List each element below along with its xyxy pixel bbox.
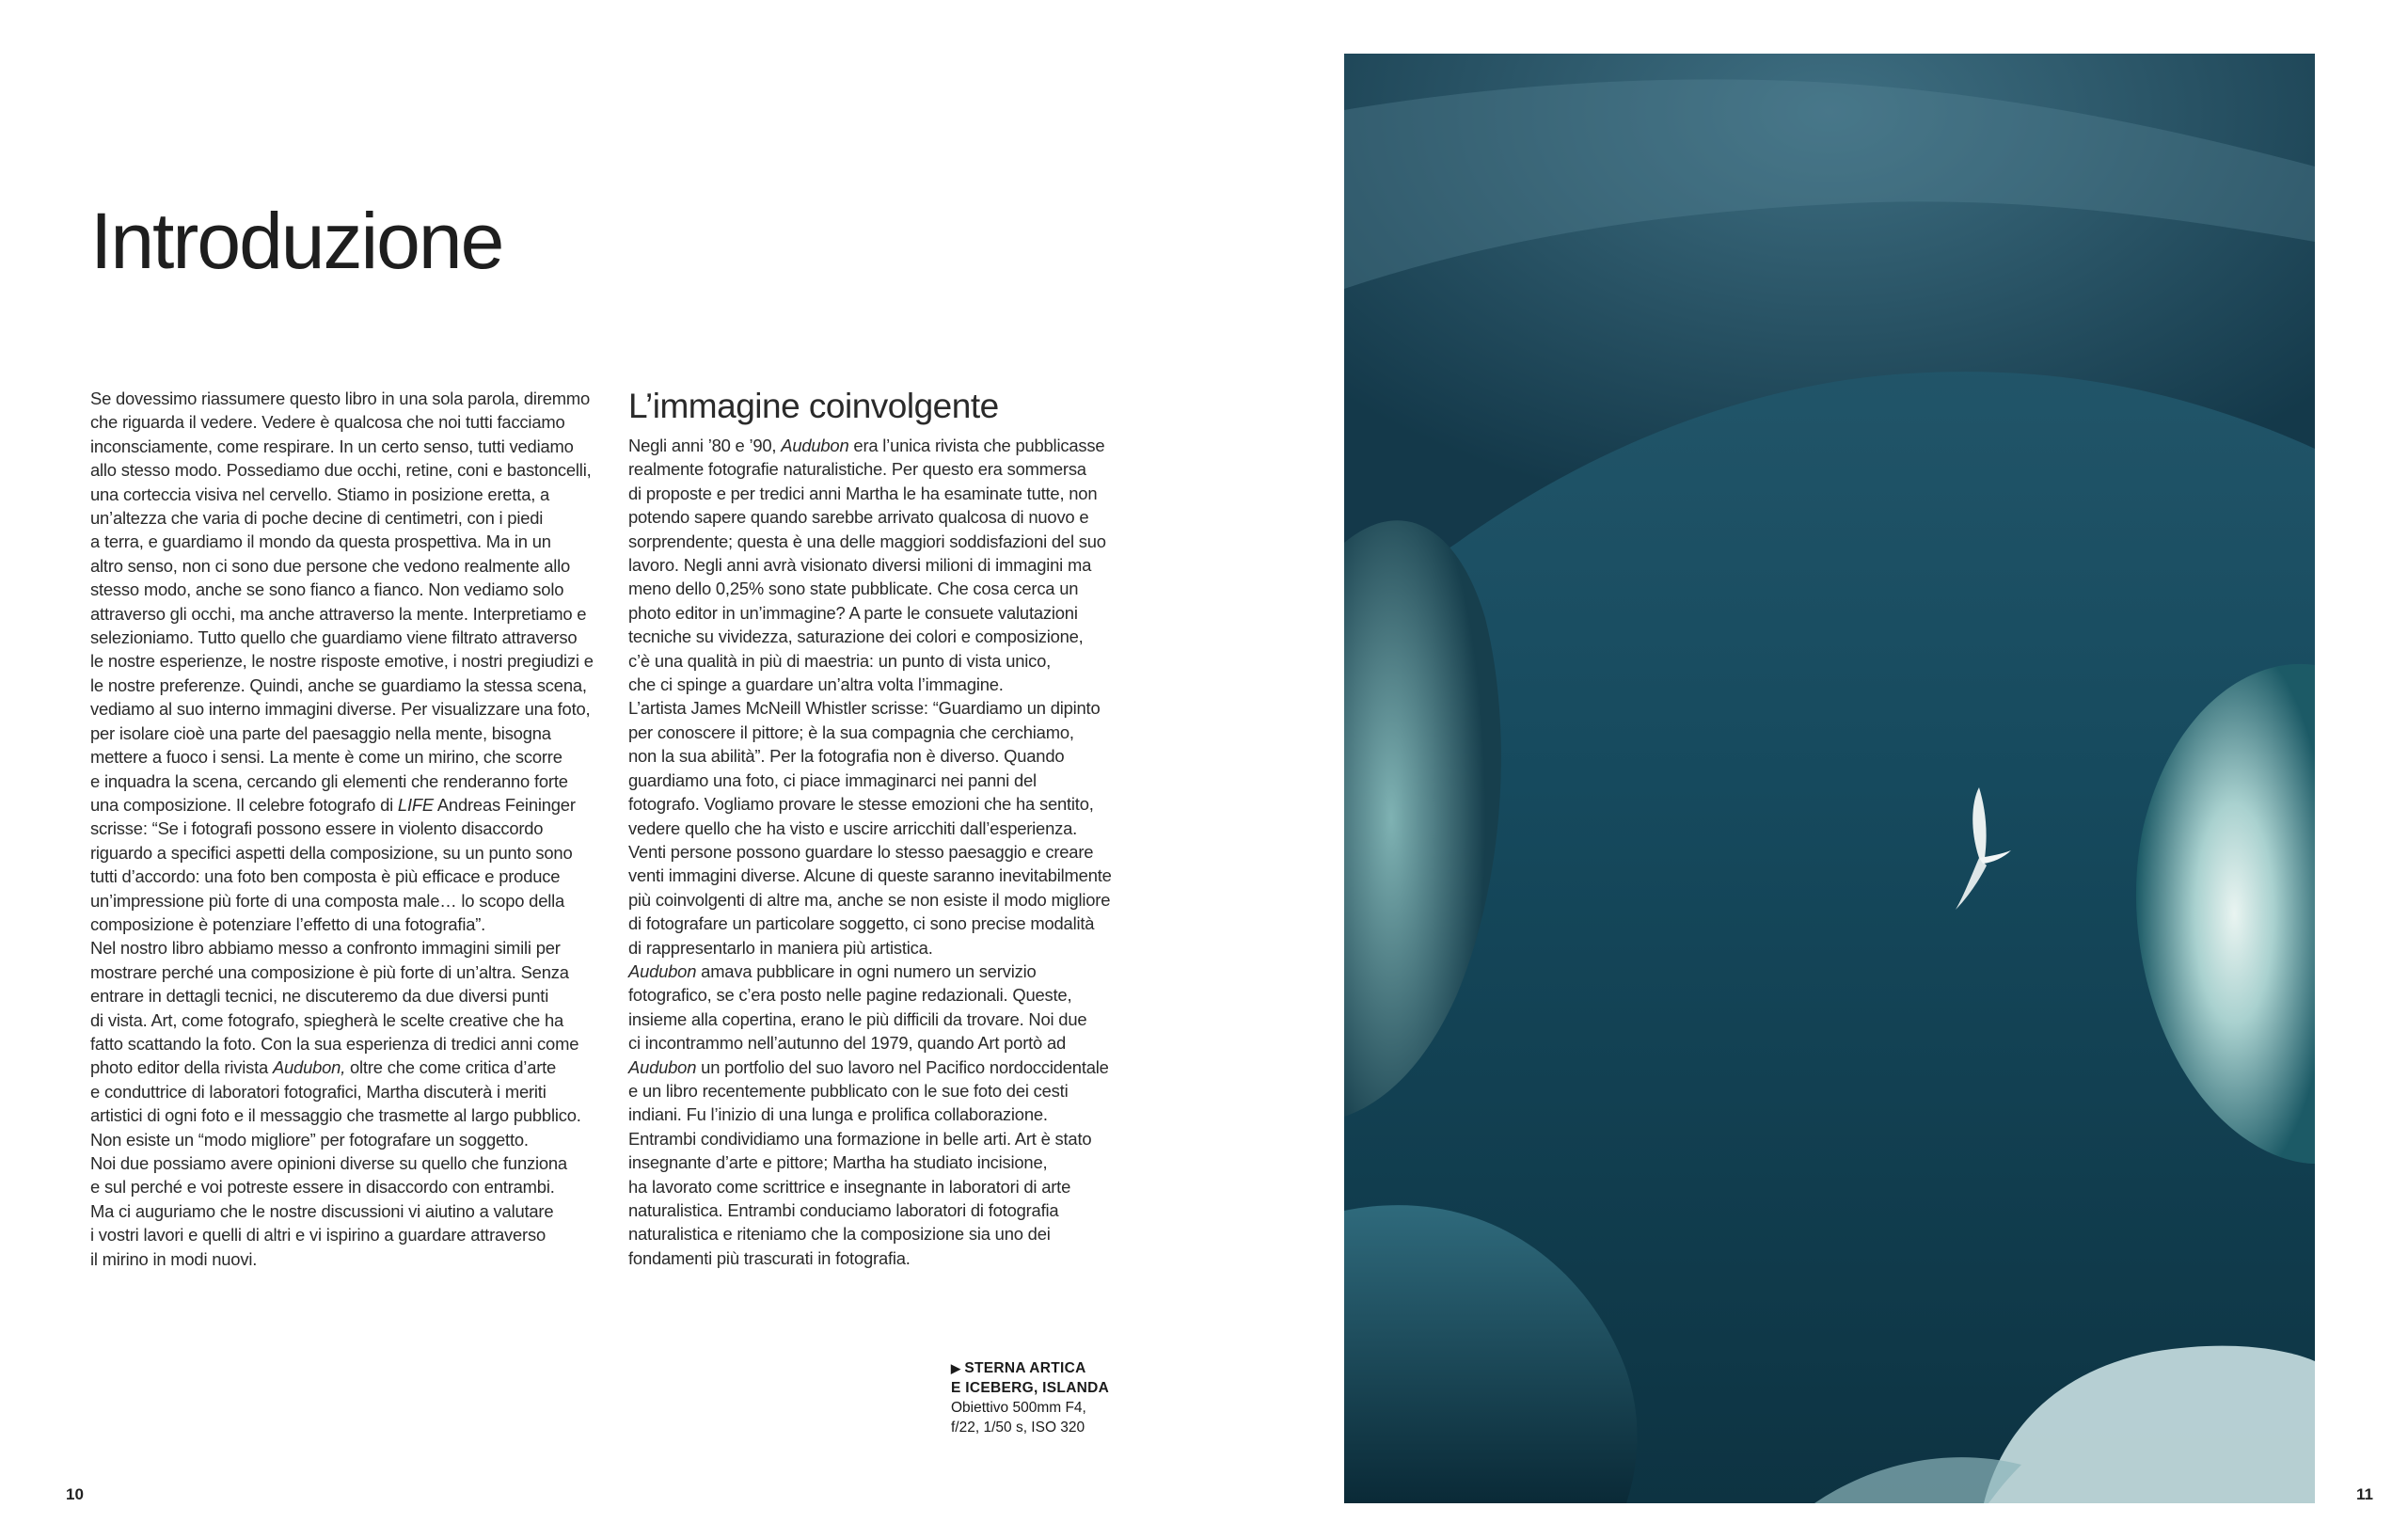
left_column-text-line: mettere a fuoco i sensi. La mente è come un mirino, che scorre [90,747,562,768]
caption-title-line-1: ▶ STERNA ARTICA [951,1360,1086,1376]
right_column-text-line: lavoro. Negli anni avrà visionato diversi milioni di immagini ma [628,555,1092,576]
section-body-column [628,434,1155,1270]
left_column-text-line [90,1055,598,1079]
left_column-text-line: entrare in dettagli tecnici, ne discuteremo da due diversi punti [90,986,549,1007]
right_column-text-line: c’è una qualità in più di maestria: un punto di vista unico, [628,650,1052,671]
left_column-text-line [90,793,598,817]
left_column-text-line: e inquadra la scena, cercando gli elementi che renderanno forte [90,770,568,791]
right_column-text-line: per conoscere il pittore; è la sua compagnia che cerchiamo, [628,722,1074,742]
right_column-text-line: e un libro recentemente pubblicato con le sue foto dei cesti [628,1080,1069,1101]
left_column-text-line: scrisse: “Se i fotografi possono essere in violento disaccordo [90,818,544,839]
caption-title-line-2: E ICEBERG, ISLANDA [951,1380,1110,1396]
caption-detail-line-2: f/22, 1/50 s, ISO 320 [951,1420,1085,1436]
left_column-text-line: Nel nostro libro abbiamo messo a confronto immagini simili per [90,938,561,959]
left_column-text-line: artistici di ogni foto e il messaggio che trasmette al largo pubblico. [90,1105,581,1126]
italic-title: Audubon [628,960,697,981]
left_column-text-line: tutti d’accordo: una foto ben composta è più efficace e produce [90,866,561,887]
italic-title: Audubon, [272,1057,346,1078]
left_column-text-line: che riguarda il vedere. Vedere è qualcosa che noi tutti facciamo [90,412,565,433]
left_column-text-line: i vostri lavori e quelli di altri e vi ispirino a guardare attraverso [90,1225,546,1245]
italic-title: Audubon [628,1056,697,1077]
left_column-text-line: composizione è potenziare l’effetto di una fotografia”. [90,913,486,934]
left_column-text-line: mostrare perché una composizione è più forte di un’altra. Senza [90,961,569,982]
left_column-text-line: stesso modo, anche se sono fianco a fianco. Non vediamo solo [90,579,564,600]
right_column-text-line: di proposte e per tredici anni Martha le ha esaminate tutte, non [628,483,1098,503]
text-segment: oltre che come critica d’arte [345,1057,557,1078]
iceberg-photo-illustration [1344,54,2315,1503]
section-heading: L’immagine coinvolgente [628,387,999,425]
right_column-text-line: Venti persone possono guardare lo stesso paesaggio e creare [628,841,1094,862]
left_column-text-line: Se dovessimo riassumere questo libro in una sola parola, diremmo [90,389,591,408]
text-segment: un portfolio del suo lavoro nel Pacifico nordoccidentale [696,1056,1109,1077]
right_column-text-line: di fotografare un particolare soggetto, ci sono precise modalità [628,913,1095,934]
caption-arrow-icon: ▶ [951,1361,961,1375]
right_column-text-line [628,1055,1155,1079]
right_column-text-line: ci incontrammo nell’autunno del 1979, quando Art portò ad [628,1033,1067,1054]
intro-body-column [90,387,598,1271]
right_column-text-line: indiani. Fu l’inizio di una lunga e prolifica collaborazione. [628,1104,1048,1125]
left_column-text-line: Ma ci auguriamo che le nostre discussioni vi aiutino a valutare [90,1200,554,1221]
left_column-text-line: per isolare cioè una parte del paesaggio nella mente, bisogna [90,722,551,743]
iceberg-photo [1344,54,2315,1503]
left_column-text-line: selezioniamo. Tutto quello che guardiamo viene filtrato attraverso [90,627,578,648]
right_column-text-line: venti immagini diverse. Alcune di queste saranno inevitabilmente [628,865,1112,886]
text-segment: photo editor della rivista [90,1057,273,1078]
right_column-text-line: realmente fotografie naturalistiche. Per questo era sommersa [628,459,1086,480]
right_column-text-line: L’artista James McNeill Whistler scrisse: “Guardiamo un dipinto [628,698,1101,719]
left_column-text-line: Noi due possiamo avere opinioni diverse su quello che funziona [90,1153,567,1173]
text-segment: amava pubblicare in ogni numero un servizio [696,960,1037,981]
photo-caption [951,1358,1158,1437]
left_column-text-line: attraverso gli occhi, ma anche attraverso la mente. Interpretiamo e [90,603,587,624]
right_column-text-line: di rappresentarlo in maniera più artistica. [628,937,933,958]
page-title: Introduzione [90,197,503,285]
left_column-text-line: le nostre esperienze, le nostre risposte emotive, i nostri pregiudizi e [90,651,594,672]
left_column-text-line: altro senso, non ci sono due persone che vedono realmente allo [90,555,571,576]
left_column-text-line: riguardo a specifici aspetti della composizione, su un punto sono [90,842,573,863]
right_column-text-line [628,960,1155,983]
right_column-text-line: naturalistica e riteniamo che la composizione sia uno dei [628,1224,1051,1245]
right_column-text-line: photo editor in un’immagine? A parte le consuete valutazioni [628,602,1078,623]
left_column-text-line: inconsciamente, come respirare. In un certo senso, tutti vediamo [90,436,574,456]
italic-title: Audubon [781,436,849,455]
page-number-right: 11 [2356,1485,2373,1503]
left_column-text-line: vediamo al suo interno immagini diverse. Per visualizzare una foto, [90,699,591,720]
left_column-text-line: le nostre preferenze. Quindi, anche se guardiamo la stessa scena, [90,674,587,695]
right_column-text-line: che ci spinge a guardare un’altra volta l’immagine. [628,674,1004,695]
right_column-text-line: tecniche su vividezza, saturazione dei colori e composizione, [628,627,1084,647]
right_column-text-line: meno dello 0,25% sono state pubblicate. Che cosa cerca un [628,579,1079,599]
right_column-text-line: più coinvolgenti di altre ma, anche se non esiste il modo migliore [628,889,1111,910]
right_column-text-line: Entrambi condividiamo una formazione in belle arti. Art è stato [628,1128,1092,1149]
caption-detail-line-1: Obiettivo 500mm F4, [951,1400,1086,1416]
left_column-text-line: e sul perché e voi potreste essere in disaccordo con entrambi. [90,1177,555,1198]
left_column-text-line: Non esiste un “modo migliore” per fotografare un soggetto. [90,1129,529,1150]
text-segment: Andreas Feininger [433,794,576,815]
right_column-text-line: ha lavorato come scrittrice e insegnante in laboratori di arte [628,1176,1071,1197]
left_column-text-line: il mirino in modi nuovi. [90,1248,258,1269]
right_column-text-line: potendo sapere quando sarebbe arrivato qualcosa di nuovo e [628,507,1089,528]
left_column-text-line: fatto scattando la foto. Con la sua esperienza di tredici anni come [90,1033,579,1054]
left_column-text-line: una corteccia visiva nel cervello. Stiamo in posizione eretta, a [90,484,550,504]
right_column-text-line: naturalistica. Entrambi conduciamo laboratori di fotografia [628,1200,1059,1220]
left_column-text-line: e conduttrice di laboratori fotografici, Martha discuterà i meriti [90,1081,547,1102]
italic-title: LIFE [397,794,434,815]
right_column-text-line: fotografo. Vogliamo provare le stesse emozioni che ha sentito, [628,794,1094,815]
text-segment: Negli anni ’80 e ’90, [628,436,782,455]
left_column-text-line: di vista. Art, come fotografo, spiegherà le scelte creative che ha [90,1009,564,1030]
right_column-text-line [628,434,1155,457]
left_column-text-line: un’impressione più forte di una composta male… lo scopo della [90,890,565,911]
text-segment: una composizione. Il celebre fotografo di [90,794,398,815]
left_column-text-line: a terra, e guardiamo il mondo da questa prospettiva. Ma in un [90,532,551,552]
right_column-text-line: guardiamo una foto, ci piace immaginarci nei panni del [628,770,1037,790]
page-number-left: 10 [66,1485,84,1503]
right_column-text-line: non la sua abilità”. Per la fotografia non è diverso. Quando [628,746,1065,767]
right_column-text-line: insegnante d’arte e pittore; Martha ha studiato incisione, [628,1152,1048,1173]
text-segment: era l’unica rivista che pubblicasse [848,436,1105,455]
left_column-text-line: allo stesso modo. Possediamo due occhi, retine, coni e bastoncelli, [90,460,592,481]
right_column-text-line: fotografico, se c’era posto nelle pagine redazionali. Queste, [628,985,1072,1006]
left_column-text-line: un’altezza che varia di poche decine di centimetri, con i piedi [90,508,544,529]
right_column-text-line: insieme alla copertina, erano le più difficili da trovare. Noi due [628,1008,1087,1029]
right_column-text-line: fondamenti più trascurati in fotografia. [628,1247,911,1268]
right_column-text-line: vedere quello che ha visto e uscire arricchiti dall’esperienza. [628,817,1078,838]
right_column-text-line: sorprendente; questa è una delle maggiori soddisfazioni del suo [628,531,1106,551]
